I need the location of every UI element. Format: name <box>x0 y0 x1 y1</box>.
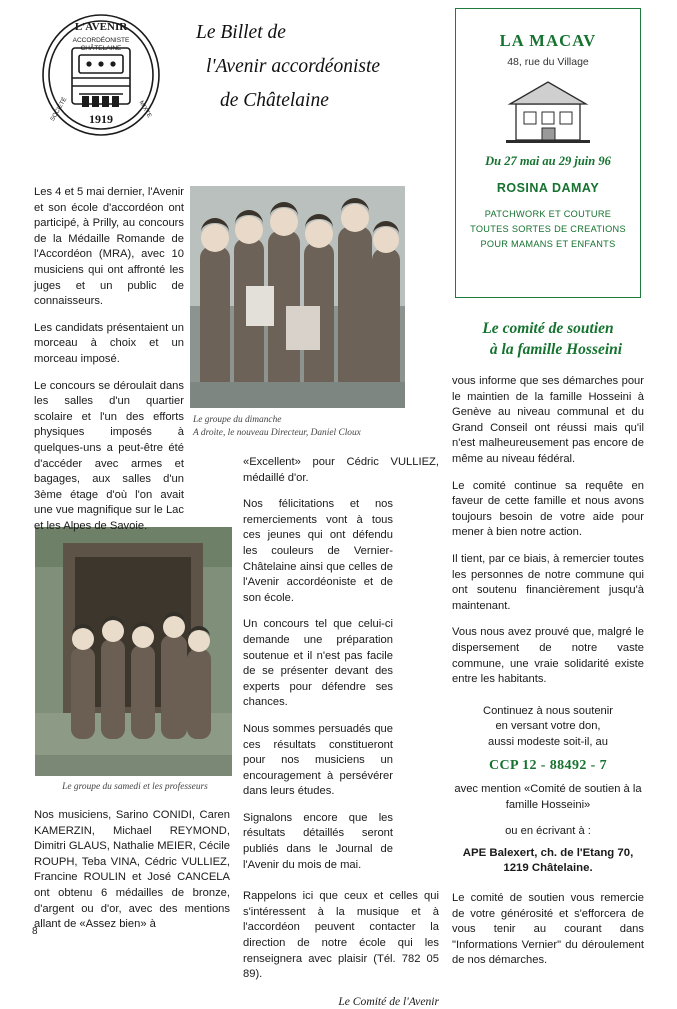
masthead-line-2: l'Avenir accordéoniste <box>206 56 381 77</box>
col2-paragraph-3: Nous sommes persuadés que ces résultats constitueront pour nos musiciens un encouragement à persévérer dans leurs études. <box>243 722 393 798</box>
masthead-line-1: Le Billet de <box>196 22 286 43</box>
article-column-1b <box>34 808 230 933</box>
article-signature: Le Comité de l'Avenir <box>338 994 439 1008</box>
col2-paragraph-5: Rappelons ici que ceux et celles qui s'intéressent à la musique et à l'accordéon peuvent contacter la direction de notre école qui les renseignera avec plaisir (Tél. 782 05 89). <box>243 890 439 981</box>
ad-services <box>456 207 640 252</box>
ad-dates: Du 27 mai au 29 juin 96 <box>485 154 611 168</box>
photo-caption-sunday <box>193 414 408 439</box>
donation-call <box>452 704 644 751</box>
committee-title-line-1: Le comité de soutien <box>482 320 614 337</box>
committee-title-line-2: à la famille Hosseini <box>489 341 623 358</box>
donation-line-1: Continuez à nous soutenir <box>483 704 613 717</box>
writing-intro: ou en écrivant à : <box>505 825 591 838</box>
svg-text:SOCIÉTÉ: SOCIÉTÉ <box>49 96 69 123</box>
svg-text:L'AVENIR: L'AVENIR <box>74 21 128 33</box>
ad-service-line-2: TOUTES SORTES DE CREATIONS <box>470 224 626 234</box>
ad-title: LA MACAV <box>499 31 597 50</box>
advertisement-box <box>455 8 641 298</box>
col1-paragraph-1: Les 4 et 5 mai dernier, l'Avenir et son école d'accordéon ont participé, à Prilly, au concours de la Médaille Romande de l'Accordéon (MRA), avec 10 musiciens qui ont affronté les juges et un public de connaisseurs. <box>34 186 184 308</box>
svg-text:CHÂTELAINE: CHÂTELAINE <box>80 45 122 52</box>
article-column-1 <box>34 185 184 545</box>
col1b-paragraph: Nos musiciens, Sarino CONIDI, Caren KAMERZIN, Michael REYMOND, Dimitri GLAUS, Nathalie MEIER, Cécile ROUPH, Teba VINA, Cédric VULLIEZ, Francine ROULIN et José CANCELA ont obtenu 6 médailles de bronze, d'argent ou d'or, avec des mentions allant de «Assez bien» à <box>34 809 230 931</box>
committee-title <box>452 318 644 360</box>
svg-text:MIXTE: MIXTE <box>137 100 153 119</box>
col1-paragraph-3: Le concours se déroulait dans les salles d'un quartier scolaire et l'un des efforts physiques imposés à quelques-uns a peut-être été d'accéder avec armes et bagages, aux salles d'un 3ème étage d'où l'on avait une vue magnifique sur le Lac et les Alpes de Savoie. <box>34 379 184 532</box>
committee-paragraph-1: vous informe que ses démarches pour le maintien de la famille Hosseini à Genève au niveau communal et du Grand Conseil ont réussi mais qu'il n'est malheureusement pas encore de même au niveau fédéral. <box>452 375 644 465</box>
donation-line-3: aussi modeste soit-il, au <box>487 735 608 748</box>
ad-service-line-3: POUR MAMANS ET ENFANTS <box>480 239 616 249</box>
committee-paragraph-2: Le comité continue sa requête en faveur de cette famille et nous avons toujours besoin de votre aide pour mener à bien notre action. <box>452 479 644 539</box>
house-illustration <box>500 76 596 148</box>
address-line-2: 1219 Châtelaine. <box>503 862 593 875</box>
masthead-line-3: de Châtelaine <box>220 90 329 111</box>
col2-paragraph-2: Un concours tel que celui-ci demande une préparation soutenue et il n'est pas facile de se présenter devant des experts pour défendre ses chances. <box>243 618 393 709</box>
committee-mention: avec mention «Comité de soutien à la famille Hosseini» <box>454 783 642 811</box>
ad-address: 48, rue du Village <box>507 56 589 68</box>
photo-group-saturday <box>35 527 232 776</box>
col2-paragraph-1: Nos félicitations et nos remerciements vont à tous ces jeunes qui ont défendu les couleurs de Vernier-Châtelaine ainsi que celles de l'Avenir accordéoniste et de son école. <box>243 498 393 604</box>
caption1-line1: Le groupe du dimanche <box>193 415 282 425</box>
article-column-2 <box>243 455 439 1009</box>
photo-caption-saturday: Le groupe du samedi et les professeurs <box>62 782 208 792</box>
caption1-line2: A droite, le nouveau Directeur, Daniel Cloux <box>193 427 361 438</box>
committee-column <box>452 318 644 980</box>
photo-group-sunday <box>190 186 405 408</box>
svg-text:ACCORDÉONISTE: ACCORDÉONISTE <box>72 37 130 44</box>
address-line-1: APE Balexert, ch. de l'Etang 70, <box>462 846 634 859</box>
committee-closing: Le comité de soutien vous remercie de votre générosité et s'efforcera de vous tenir au courant dans "Informations Vernier" du déroulement de nos démarches. <box>452 892 644 967</box>
committee-paragraph-3: Il tient, par ce biais, à remercier toutes les personnes de notre commune qui ont soutenu financièrement jusqu'à maintenant. <box>452 552 644 612</box>
ccp-account-number: CCP 12 - 88492 - 7 <box>488 758 608 774</box>
donation-line-2: en versant votre don, <box>495 720 601 733</box>
col2-excellent: «Excellent» pour Cédric VULLIEZ, médaillé d'or. <box>243 456 439 484</box>
committee-address <box>452 846 644 877</box>
svg-text:1919: 1919 <box>89 112 113 126</box>
ad-person-name: ROSINA DAMAY <box>496 181 600 195</box>
page-number: 8 <box>32 926 38 937</box>
masthead-title <box>196 16 446 118</box>
col2-paragraph-4: Signalons encore que les résultats détaillés seront publiés dans le Journal de l'Avenir du mois de mai. <box>243 811 393 871</box>
avenir-logo <box>38 10 164 140</box>
col1-paragraph-2: Les candidats présentaient un morceau à choix et un morceau imposé. <box>34 321 184 365</box>
committee-paragraph-4: Vous nous avez prouvé que, malgré le dispersement de notre vaste commune, une vraie solidarité existe entre les habitants. <box>452 626 644 686</box>
ad-service-line-1: PATCHWORK ET COUTURE <box>484 209 612 219</box>
